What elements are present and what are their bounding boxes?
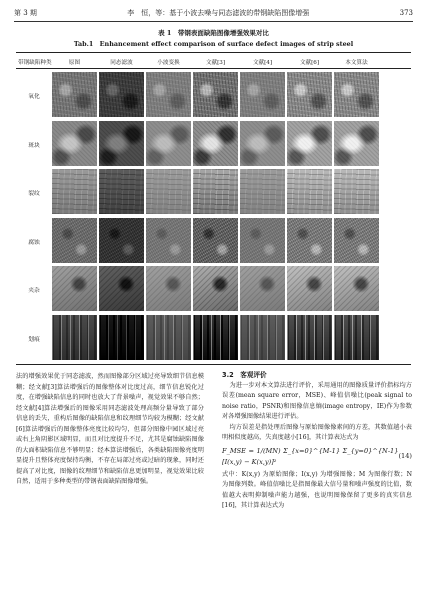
table-top-rule [16,52,411,53]
defect-image-ref6 [287,266,332,311]
defect-image-original [52,169,97,214]
defect-image-proposed [334,121,379,166]
equation-number: (14) [398,452,412,461]
running-title: 李 恒，等：基于小波去噪与同态滤波的带钢缺陷图像增强 [127,9,310,17]
left-paragraph: 法的增强效果优于同态滤波，然而图像部分区域过亮导致细节信息模糊；经文献[3]算法增强后的图像整体对比度过高，细节信息锐化过度，在增强缺陷信息的同时也放大了背景噪声，视觉效果不够自然；经文献[4]算法增强后的图像采用同态滤波处理高频分量导致了部分信息的丢失，重构后图像的缺陷信息和纹理细节均较为模糊；经文献[6]算法增强后的图像整体亮度比较均匀，但部分图像中园区域过亮或右上角阴影区域明显，而且对比度提升不足，尤其是腐蚀缺陷图像的大面积缺陷信息不够明显；经本算法增强后，各类缺陷图像亮度明显提升且整体亮度保持均衡，不存在局部过亮或过暗的现象，同时还提高了对比度，图像的纹理细节和缺陷信息更加明显，视觉效果比较自然，适用于多种类型的带钢表面缺陷图像增强。 [16,373,204,485]
defect-image-ref4 [240,218,285,263]
defect-image-ref4 [240,169,285,214]
header-rule [14,21,413,22]
left-column [16,372,204,488]
col-header-ref6: 文献[6] [299,60,320,66]
paragraph-mse: 均方误差是指处理后图像与原始图像像素间的方差，其数值越小表明相似度越高，失真度越小[16]，其计算表达式为 [222,423,412,441]
defect-image-proposed [334,315,379,360]
col-header-ref4: 文献[4] [252,60,273,66]
col-header-homomorphic: 同态滤波 [110,60,133,66]
table-bottom-rule [16,364,411,365]
row-label: 氧化 [28,94,40,100]
row-label: 夹杂 [28,288,40,294]
defect-image-ref6 [287,315,332,360]
defect-image-original [52,218,97,263]
row-label: 斑块 [28,142,40,149]
right-column [222,370,412,512]
defect-image-proposed [334,72,379,117]
page-number: 373 [399,9,413,17]
col-header-defect-type: 带钢缺陷种类 [18,60,52,66]
col-header-proposed: 本文算法 [345,60,368,66]
defect-image-ref3 [193,121,238,166]
row-label: 划痕 [28,336,40,343]
defect-image-homomorphic [99,121,144,166]
defect-image-ref3 [193,72,238,117]
defect-image-ref4 [240,315,285,360]
defect-image-wavelet [146,266,191,311]
defect-image-ref4 [240,121,285,166]
col-header-wavelet: 小波变换 [157,60,180,66]
section-heading: 3.2 客观评价 [222,371,267,379]
defect-image-homomorphic [99,315,144,360]
table-caption-en: Tab.1 Enhancement effect comparison of surface defect images of strip steel [73,40,354,48]
defect-image-homomorphic [99,266,144,311]
row-label: 裂纹 [28,191,40,197]
equation-body: F_MSE = 1/(MN) Σ_{x=0}^{M-1} Σ_{y=0}^{N-1} [I(x,y) − K(x,y)]² [222,447,399,466]
defect-image-wavelet [146,315,191,360]
paragraph-psnr: 式中：K(x,y) 为原始图像；I(x,y) 为增强图像；M 为图像行数；N 为图像列数。峰值信噪比是指图像最大信号量和噪声强度的比值，数值越大表明抑制噪声能力越强，也说明图像保留了更多的真实信息[16]，其计算表达式为 [222,470,412,509]
issue-number: 第 3 期 [14,9,37,17]
row-label: 腐蚀 [28,239,40,246]
table-caption-cn: 表 1 带钢表面缺陷图像增强效果对比 [158,29,269,37]
defect-image-homomorphic [99,218,144,263]
defect-image-ref6 [287,169,332,214]
defect-image-ref6 [287,218,332,263]
defect-image-ref3 [193,218,238,263]
defect-image-ref4 [240,72,285,117]
defect-image-proposed [334,266,379,311]
defect-image-original [52,315,97,360]
defect-image-wavelet [146,218,191,263]
defect-image-wavelet [146,169,191,214]
col-header-original: 原图 [68,60,81,66]
defect-image-ref3 [193,266,238,311]
paragraph-intro: 为进一步对本文算法进行评价，采用通用的图像质量评价指标均方误差(mean square error，MSE)、峰值信噪比(peak signal to noise ratio，PSNR)和图像信息熵(image entropy，IE)作为参数对各增强图像结果进行评估。 [222,381,412,420]
defect-image-original [52,121,97,166]
defect-image-homomorphic [99,169,144,214]
defect-image-proposed [334,218,379,263]
equation-mse [222,447,412,467]
defect-image-wavelet [146,72,191,117]
table-head-rule [16,68,411,69]
defect-image-wavelet [146,121,191,166]
defect-image-proposed [334,169,379,214]
defect-image-ref6 [287,121,332,166]
page-header [14,6,413,20]
defect-image-ref3 [193,315,238,360]
defect-image-homomorphic [99,72,144,117]
defect-image-ref4 [240,266,285,311]
defect-image-original [52,266,97,311]
defect-image-ref3 [193,169,238,214]
defect-image-ref6 [287,72,332,117]
col-header-ref3: 文献[3] [205,60,226,66]
defect-image-original [52,72,97,117]
